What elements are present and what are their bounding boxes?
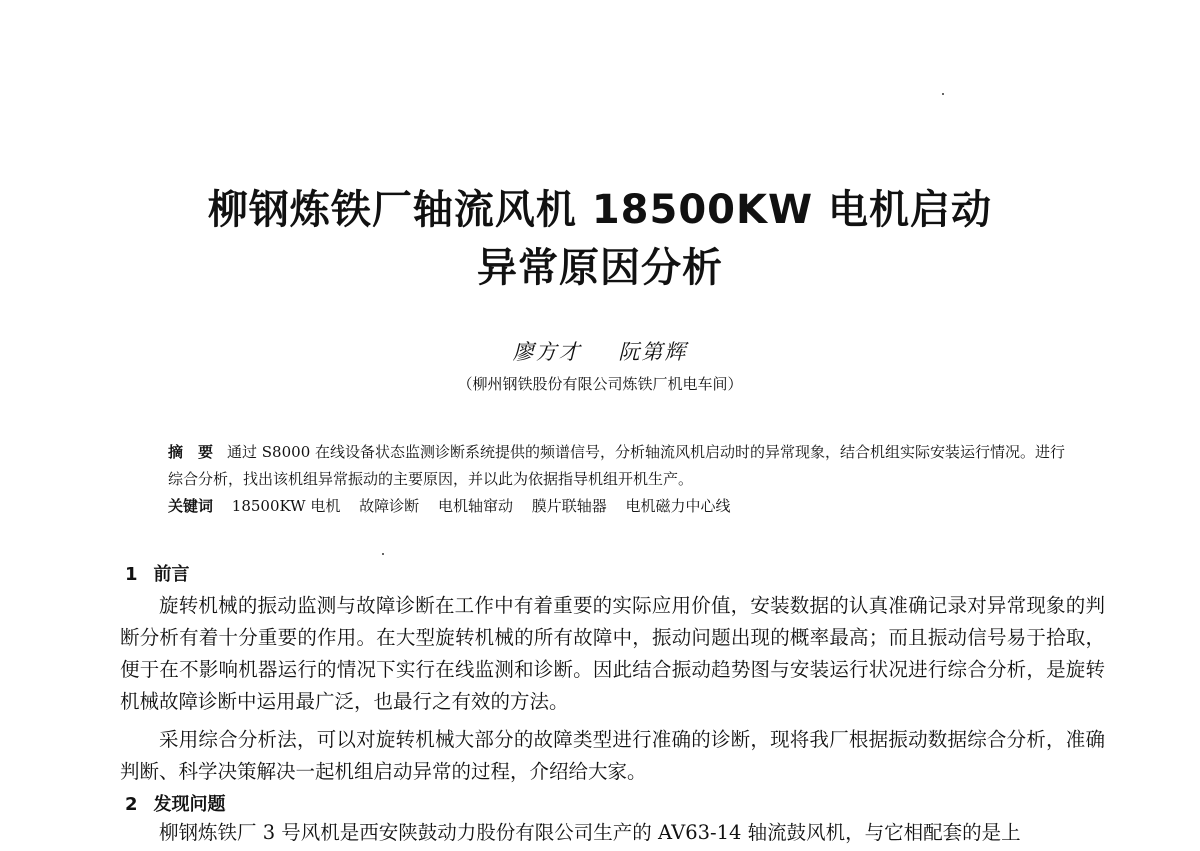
abstract-text: 通过 S8000 在线设备状态监测诊断系统提供的频谱信号，分析轴流风机启动时的异常现象，结合机组实际安装运行情况。进行综合分析，找出该机组异常振动的主要原因，并以此为依据指导机组开机生产。 [168, 443, 1066, 488]
section-title: 发现问题 [153, 794, 226, 815]
keyword: 膜片联轴器 [531, 497, 607, 515]
abstract [168, 439, 1068, 493]
keyword: 电机磁力中心线 [625, 497, 731, 515]
affiliation: （柳州钢铁股份有限公司炼铁厂机电车间） [457, 375, 743, 393]
section-number: 2 [125, 794, 138, 815]
section-number: 1 [125, 564, 138, 585]
keyword: 故障诊断 [359, 497, 420, 515]
keywords [168, 493, 1068, 520]
body-paragraph: 柳钢炼铁厂 3 号风机是西安陕鼓动力股份有限公司生产的 AV63-14 轴流鼓风机，与它相配套的是上 [159, 821, 1021, 844]
body-paragraph: 采用综合分析法，可以对旋转机械大部分的故障类型进行准确的诊断，现将我厂根据振动数据综合分析，准确判断、科学决策解决一起机组启动异常的过程，介绍给大家。 [120, 728, 1105, 783]
keyword: 18500KW 电机 [231, 497, 341, 515]
section-heading-intro [125, 560, 190, 586]
scan-speck [382, 553, 384, 555]
section-heading-problem [125, 790, 226, 816]
section-title: 前言 [153, 564, 190, 585]
body-paragraph: 旋转机械的振动监测与故障诊断在工作中有着重要的实际应用价值，安装数据的认真准确记录对异常现象的判断分析有着十分重要的作用。在大型旋转机械的所有故障中，振动问题出现的概率最高；而且振动信号易于拾取，便于在不影响机器运行的情况下实行在线监测和诊断。因此结合振动趋势图与安装运行状况进行综合分析，是旋转机械故障诊断中运用最广泛，也最行之有效的方法。 [120, 594, 1105, 713]
paper-title-line-2: 异常原因分析 [477, 245, 723, 291]
abstract-block [168, 439, 1068, 520]
keywords-label: 关键词 [168, 497, 214, 515]
author-name: 阮第辉 [618, 340, 688, 364]
scan-speck [942, 93, 944, 95]
abstract-label: 摘 要 [168, 443, 214, 461]
keyword: 电机轴窜动 [437, 497, 513, 515]
author-list [0, 336, 1200, 366]
author-name: 廖方才 [512, 340, 582, 364]
paper-title-line-1: 柳钢炼铁厂轴流风机 18500KW 电机启动 [207, 187, 993, 233]
